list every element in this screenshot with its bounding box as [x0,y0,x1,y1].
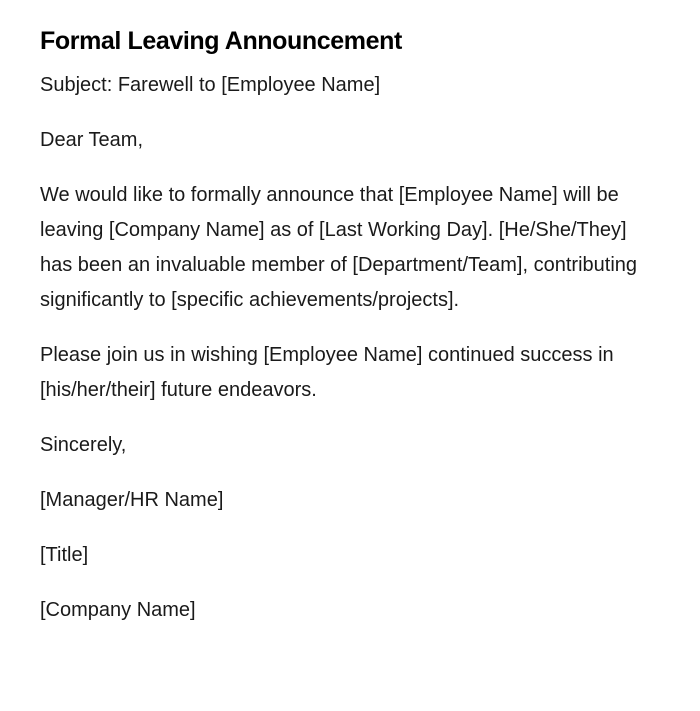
body-paragraph-announcement: We would like to formally announce that [Employee Name] will be leaving [Company Name] as of [Last Working Day]. [He/She/They] has been an invaluable member of [Department/Team], contributing significantly to [specific achievements/projects]. [40,184,638,311]
subject-line: Subject: Farewell to [Employee Name] [40,74,381,96]
body-paragraph-wishes: Please join us in wishing [Employee Name] continued success in [his/her/their] future endeavors. [40,344,614,401]
closing: Sincerely, [40,434,127,456]
document-title: Formal Leaving Announcement [40,27,402,55]
greeting: Dear Team, [40,129,144,151]
signature-company: [Company Name] [40,599,196,621]
signature-name: [Manager/HR Name] [40,489,224,511]
signature-title: [Title] [40,544,89,566]
